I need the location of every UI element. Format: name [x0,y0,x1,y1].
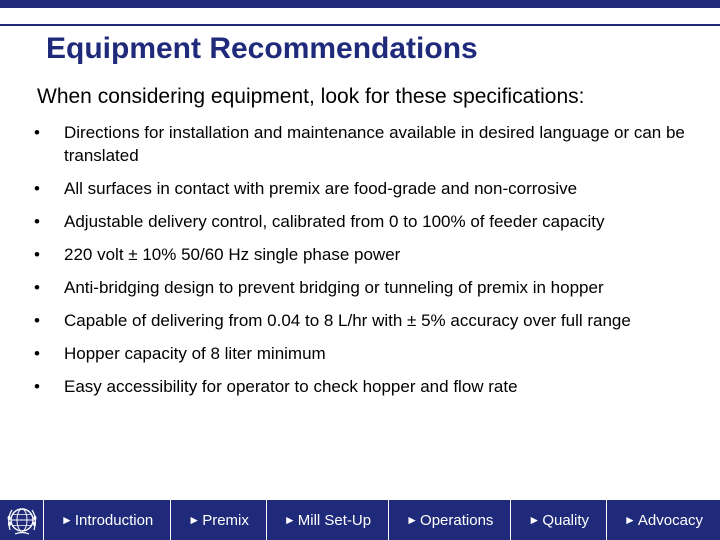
nav-arrow: ► [188,513,201,527]
nav-quality[interactable] [511,500,607,540]
nav-arrow: ► [528,513,541,527]
nav-label: Premix [202,511,249,529]
nav-operations[interactable] [389,500,511,540]
nav-label: Quality [542,511,589,529]
nav-arrow: ► [61,513,73,527]
globe-wheat-icon [0,500,44,540]
list-item [34,375,694,398]
spec-list [34,121,694,408]
title-divider [0,24,720,26]
bullet-dot: • [34,377,40,396]
bullet-dot: • [34,212,40,231]
nav-introduction[interactable] [44,500,171,540]
nav-advocacy[interactable] [607,500,720,540]
bullet-dot: • [34,344,40,363]
top-accent-bar [0,0,720,8]
list-item [34,210,694,233]
bullet-dot: • [34,278,40,297]
bullet-text: Easy accessibility for operator to check hopper and flow rate [64,377,518,396]
list-item [34,342,694,365]
list-item [34,309,694,332]
nav-label: Operations [420,511,494,529]
bullet-text: Hopper capacity of 8 liter minimum [64,344,326,363]
list-item [34,276,694,299]
bullet-dot: • [34,123,40,142]
nav-arrow: ► [283,513,296,527]
nav-premix[interactable] [171,500,267,540]
bullet-text: 220 volt ± 10% 50/60 Hz single phase power [64,245,401,264]
nav-label: Mill Set-Up [297,511,372,529]
bullet-dot: • [34,311,40,330]
list-item [34,243,694,266]
footer-nav-bar [0,500,720,540]
nav-arrow: ► [624,513,636,527]
bullet-text: Capable of delivering from 0.04 to 8 L/hr with ± 5% accuracy over full range [64,311,631,330]
nav-arrow: ► [406,513,419,527]
bullet-text: Adjustable delivery control, calibrated from 0 to 100% of feeder capacity [64,212,605,231]
list-item [34,121,694,167]
bullet-text: Directions for installation and maintenance available in desired language or can be translated [64,123,685,165]
nav-label: Advocacy [637,511,703,529]
bullet-text: Anti-bridging design to prevent bridging or tunneling of premix in hopper [64,278,604,297]
bullet-dot: • [34,179,40,198]
bullet-dot: • [34,245,40,264]
nav-mill-set-up[interactable] [267,500,389,540]
nav-label: Introduction [74,511,154,529]
list-item [34,177,694,200]
intro-text: When considering equipment, look for these specifications: [37,85,585,108]
page-title: Equipment Recommendations [46,32,478,65]
bullet-text: All surfaces in contact with premix are food-grade and non-corrosive [64,179,578,198]
